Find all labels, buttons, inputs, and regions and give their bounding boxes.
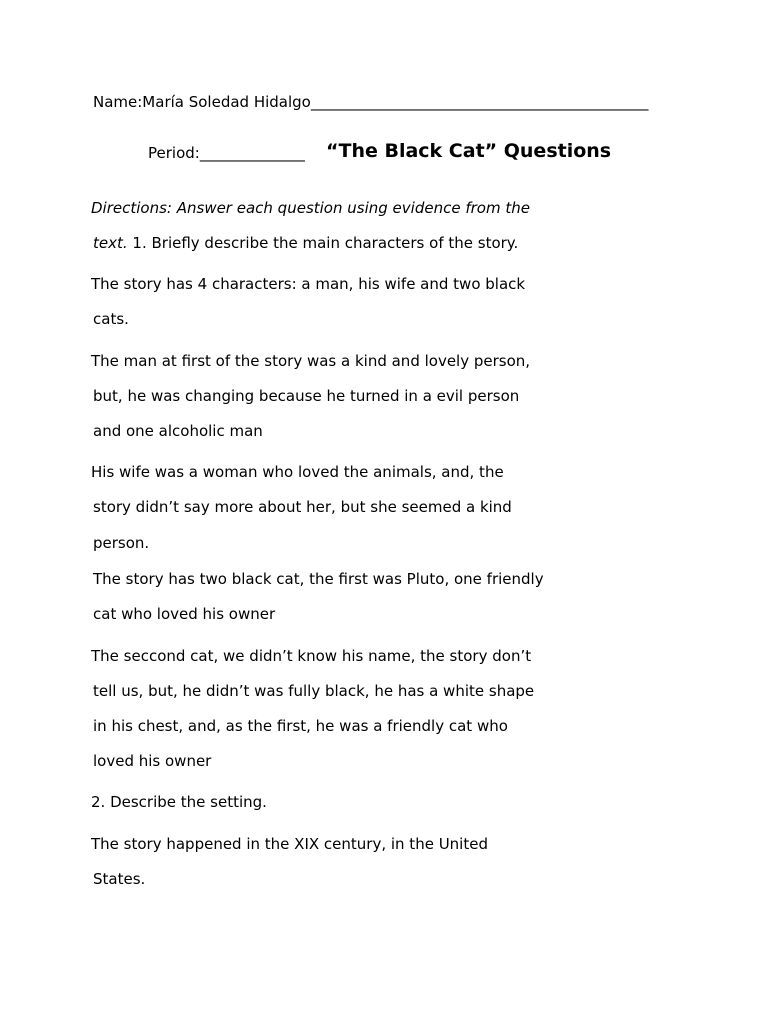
answer-1-paragraph-5-line-4: loved his owner: [93, 752, 212, 770]
answer-1-paragraph-5-line-3: in his chest, and, as the first, he was a friendly cat who: [93, 717, 508, 735]
page-title: “The Black Cat” Questions: [326, 140, 612, 162]
answer-1-paragraph-3-line-3: person.: [93, 534, 150, 552]
directions-question-1-line: [93, 234, 518, 252]
question-2: 2. Describe the setting.: [91, 793, 267, 811]
name-line: Name:María Soledad Hidalgo_____________________________________________: [93, 93, 649, 111]
answer-1-paragraph-3-line-1: His wife was a woman who loved the animals, and, the: [91, 463, 504, 481]
directions-text-end: text.: [93, 234, 128, 252]
answer-1-paragraph-2-line-2: but, he was changing because he turned in a evil person: [93, 387, 520, 405]
answer-1-paragraph-5-line-2: tell us, but, he didn’t was fully black, he has a white shape: [93, 682, 535, 700]
answer-1-paragraph-4-line-2: cat who loved his owner: [93, 605, 276, 623]
question-1: 1. Briefly describe the main characters of the story.: [127, 234, 519, 252]
period-line: Period:______________: [148, 144, 305, 162]
answer-1-paragraph-2-line-3: and one alcoholic man: [93, 422, 263, 440]
answer-1-paragraph-2-line-1: The man at first of the story was a kind and lovely person,: [91, 352, 531, 370]
answer-1-paragraph-1-line-1: The story has 4 characters: a man, his wife and two black: [91, 275, 526, 293]
answer-1-paragraph-1-line-2: cats.: [93, 310, 129, 328]
answer-2-line-1: The story happened in the XIX century, in the United: [91, 835, 488, 853]
answer-1-paragraph-4-line-1: The story has two black cat, the first was Pluto, one friendly: [93, 570, 544, 588]
directions-text: Directions: Answer each question using evidence from the: [91, 199, 530, 217]
answer-2-line-2: States.: [93, 870, 146, 888]
answer-1-paragraph-5-line-1: The seccond cat, we didn’t know his name, the story don’t: [91, 647, 532, 665]
answer-1-paragraph-3-line-2: story didn’t say more about her, but she seemed a kind: [93, 498, 512, 516]
